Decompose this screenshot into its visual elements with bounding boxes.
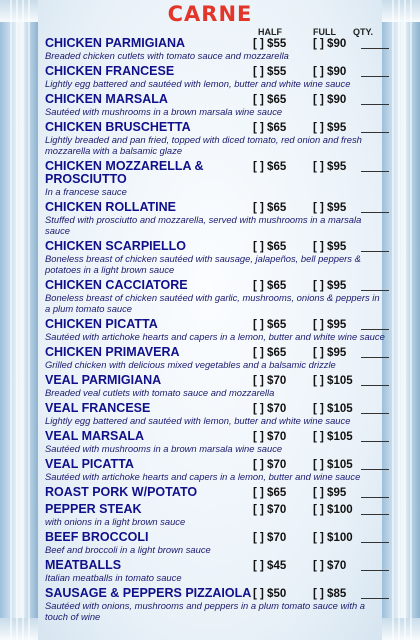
- half-price-checkbox[interactable]: [ ] $70: [253, 504, 287, 516]
- item-name: BEEF BROCCOLI: [45, 530, 149, 544]
- menu-item: [45, 531, 385, 555]
- qty-field[interactable]: [361, 290, 389, 291]
- item-description: Sautéed with mushrooms in a brown marsala wine sauce: [45, 443, 283, 454]
- item-description: Boneless breast of chicken sautéed with garlic, mushrooms, onions & peppers in a plum tomato sauce: [45, 292, 380, 314]
- half-price-checkbox[interactable]: [ ] $70: [253, 375, 287, 387]
- item-description: Lightly egg battered and sautéed with lemon, butter and white wine sauce: [45, 78, 351, 89]
- qty-field[interactable]: [361, 514, 389, 515]
- full-price-checkbox[interactable]: [ ] $95: [313, 347, 347, 359]
- menu-item: [45, 587, 385, 622]
- menu-item: [45, 65, 385, 89]
- half-price-checkbox[interactable]: [ ] $70: [253, 403, 287, 415]
- item-description: Sautéed with mushrooms in a brown marsala wine sauce: [45, 106, 283, 117]
- item-name: PEPPER STEAK: [45, 502, 142, 516]
- item-name: CHICKEN CACCIATORE: [45, 278, 188, 292]
- half-price-checkbox[interactable]: [ ] $65: [253, 487, 287, 499]
- menu-item: [45, 402, 385, 426]
- half-price-checkbox[interactable]: [ ] $70: [253, 459, 287, 471]
- item-description: Sautéed with onions, mushrooms and peppers in a plum tomato sauce with a touch of wine: [45, 600, 365, 622]
- item-description: Boneless breast of chicken sautéed with sausage, jalapeños, bell peppers & potatoes in a light brown sauce: [45, 253, 361, 275]
- half-price-checkbox[interactable]: [ ] $65: [253, 319, 287, 331]
- item-description: Grilled chicken with delicious mixed vegetables and a balsamic drizzle: [45, 359, 336, 370]
- header-full: FULL: [313, 27, 336, 37]
- qty-field[interactable]: [361, 171, 389, 172]
- full-price-checkbox[interactable]: [ ] $95: [313, 487, 347, 499]
- half-price-checkbox[interactable]: [ ] $65: [253, 122, 287, 134]
- menu-item: [45, 486, 385, 499]
- qty-field[interactable]: [361, 104, 389, 105]
- item-name: CHICKEN ROLLATINE: [45, 200, 177, 214]
- item-description: Beef and broccoli in a light brown sauce: [45, 544, 211, 555]
- full-price-checkbox[interactable]: [ ] $100: [313, 532, 353, 544]
- qty-field[interactable]: [361, 48, 389, 49]
- menu-item: [45, 121, 385, 156]
- item-name: CHICKEN BRUSCHETTA: [45, 120, 191, 134]
- full-price-checkbox[interactable]: [ ] $95: [313, 122, 347, 134]
- qty-field[interactable]: [361, 329, 389, 330]
- full-price-checkbox[interactable]: [ ] $70: [313, 560, 347, 572]
- full-price-checkbox[interactable]: [ ] $100: [313, 504, 353, 516]
- menu-item: [45, 318, 385, 342]
- half-price-checkbox[interactable]: [ ] $55: [253, 66, 287, 78]
- full-price-checkbox[interactable]: [ ] $85: [313, 588, 347, 600]
- menu-item: [45, 458, 385, 482]
- item-name: ROAST PORK W/POTATO: [45, 485, 198, 499]
- half-price-checkbox[interactable]: [ ] $65: [253, 347, 287, 359]
- qty-field[interactable]: [361, 212, 389, 213]
- menu-title: CARNE: [167, 2, 253, 26]
- header-half: HALF: [258, 27, 282, 37]
- qty-field[interactable]: [361, 132, 389, 133]
- item-name: SAUSAGE & PEPPERS PIZZAIOLA: [45, 586, 252, 600]
- menu-item: [45, 37, 385, 61]
- menu-item: [45, 201, 385, 236]
- item-name: CHICKEN PICATTA: [45, 317, 158, 331]
- qty-field[interactable]: [361, 497, 389, 498]
- qty-field[interactable]: [361, 441, 389, 442]
- half-price-checkbox[interactable]: [ ] $65: [253, 202, 287, 214]
- item-description: Breaded chicken cutlets with tomato sauce and mozzarella: [45, 50, 289, 61]
- item-description: Italian meatballs in tomato sauce: [45, 572, 182, 583]
- full-price-checkbox[interactable]: [ ] $95: [313, 202, 347, 214]
- qty-field[interactable]: [361, 570, 389, 571]
- full-price-checkbox[interactable]: [ ] $95: [313, 161, 347, 173]
- full-price-checkbox[interactable]: [ ] $90: [313, 38, 347, 50]
- menu-item: [45, 240, 385, 275]
- menu-item: [45, 160, 385, 197]
- item-description: In a francese sauce: [45, 186, 127, 197]
- full-price-checkbox[interactable]: [ ] $105: [313, 375, 353, 387]
- half-price-checkbox[interactable]: [ ] $70: [253, 532, 287, 544]
- header-qty: QTY.: [353, 27, 374, 37]
- half-price-checkbox[interactable]: [ ] $65: [253, 94, 287, 106]
- menu-item: [45, 279, 385, 314]
- item-description: Sautéed with artichoke hearts and capers in a lemon, butter and wine sauce: [45, 471, 361, 482]
- menu-item: [45, 503, 385, 527]
- full-price-checkbox[interactable]: [ ] $90: [313, 94, 347, 106]
- full-price-checkbox[interactable]: [ ] $105: [313, 403, 353, 415]
- item-description: with onions in a light brown sauce: [45, 516, 186, 527]
- full-price-checkbox[interactable]: [ ] $105: [313, 431, 353, 443]
- item-name: MEATBALLS: [45, 558, 122, 572]
- item-name: CHICKEN MARSALA: [45, 92, 168, 106]
- item-description: Lightly egg battered and sautéed with lemon, butter and white wine sauce: [45, 415, 351, 426]
- half-price-checkbox[interactable]: [ ] $65: [253, 161, 287, 173]
- menu-items: [45, 37, 385, 622]
- qty-field[interactable]: [361, 76, 389, 77]
- half-price-checkbox[interactable]: [ ] $65: [253, 280, 287, 292]
- half-price-checkbox[interactable]: [ ] $70: [253, 431, 287, 443]
- half-price-checkbox[interactable]: [ ] $50: [253, 588, 287, 600]
- item-name: CHICKEN FRANCESE: [45, 64, 175, 78]
- full-price-checkbox[interactable]: [ ] $105: [313, 459, 353, 471]
- full-price-checkbox[interactable]: [ ] $90: [313, 66, 347, 78]
- item-description: Lightly breaded and pan fried, topped with diced tomato, red onion and fresh mozzarella with a balsamic glaze: [45, 134, 362, 156]
- full-price-checkbox[interactable]: [ ] $95: [313, 241, 347, 253]
- item-description: Breaded veal cutlets with tomato sauce and mozzarella: [45, 387, 275, 398]
- item-name: CHICKEN PARMIGIANA: [45, 36, 186, 50]
- qty-field[interactable]: [361, 598, 389, 599]
- item-name: VEAL MARSALA: [45, 429, 145, 443]
- item-description: Sautéed with artichoke hearts and capers in a lemon, butter and white wine sauce: [45, 331, 385, 342]
- menu-item: [45, 346, 385, 370]
- item-name: VEAL PARMIGIANA: [45, 373, 162, 387]
- item-name: VEAL FRANCESE: [45, 401, 151, 415]
- right-column-decoration: [382, 0, 420, 640]
- menu-item: [45, 93, 385, 117]
- full-price-checkbox[interactable]: [ ] $95: [313, 280, 347, 292]
- menu-item: [45, 374, 385, 398]
- item-name: VEAL PICATTA: [45, 457, 134, 471]
- item-description: Stuffed with prosciutto and mozzarella, served with mushrooms in a marsala sauce: [45, 214, 362, 236]
- half-price-checkbox[interactable]: [ ] $45: [253, 560, 287, 572]
- half-price-checkbox[interactable]: [ ] $65: [253, 241, 287, 253]
- item-name: CHICKEN SCARPIELLO: [45, 239, 186, 253]
- left-column-decoration: [0, 0, 38, 640]
- item-name: CHICKEN MOZZARELLA & PROSCIUTTO: [45, 159, 204, 186]
- half-price-checkbox[interactable]: [ ] $55: [253, 38, 287, 50]
- item-name: CHICKEN PRIMAVERA: [45, 345, 180, 359]
- qty-field[interactable]: [361, 251, 389, 252]
- qty-field[interactable]: [361, 413, 389, 414]
- qty-field[interactable]: [361, 385, 389, 386]
- full-price-checkbox[interactable]: [ ] $95: [313, 319, 347, 331]
- menu-item: [45, 559, 385, 583]
- qty-field[interactable]: [361, 357, 389, 358]
- qty-field[interactable]: [361, 542, 389, 543]
- menu-item: [45, 430, 385, 454]
- qty-field[interactable]: [361, 469, 389, 470]
